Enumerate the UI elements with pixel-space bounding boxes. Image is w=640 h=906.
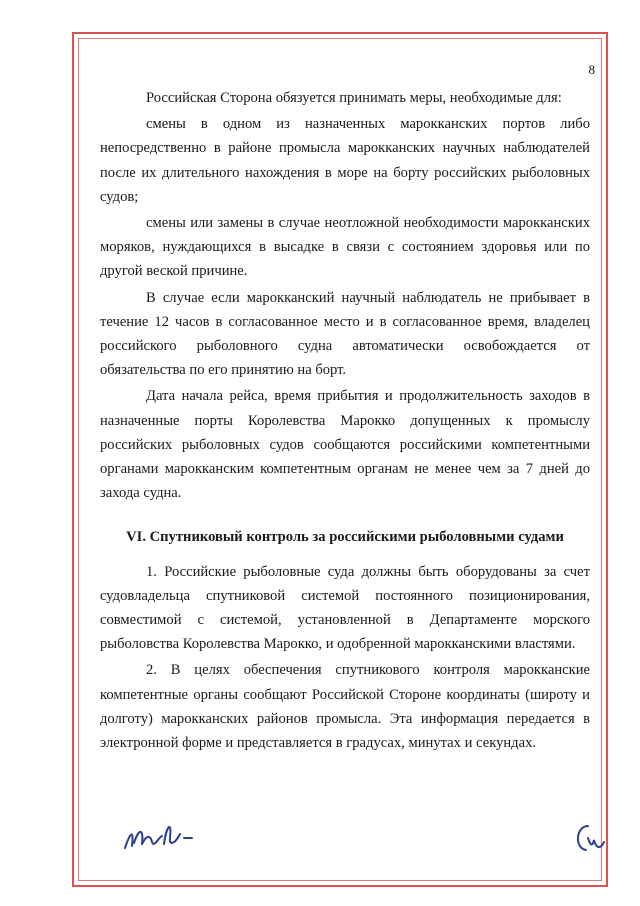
signature-left [120, 808, 210, 858]
paragraph: смены или замены в случае неотложной необходимости марокканских моряков, нуждающихся в высадке в связи с состоянием здоровья или по другой веской причине. [100, 215, 590, 280]
paragraph: 2. В целях обеспечения спутникового контроля марокканские компетентные органы сообщают Российской Стороне координаты (широту и долготу) марокканских районов промысла. Эта информация передается в электронной форме и представляется в градусах, минутах и секундах. [100, 662, 590, 752]
paragraph: Дата начала рейса, время прибытия и продолжительность заходов в назначенные порты Королевства Марокко допущенных к промыслу российских рыболовных судов сообщаются российскими компетентными органами марокканским компетентным органам не менее чем за 7 дней до захода судна. [100, 388, 590, 502]
page-number: 8 [588, 62, 595, 77]
initials-right [570, 818, 610, 858]
document-body [100, 86, 590, 757]
paragraph: 1. Российские рыболовные суда должны быть оборудованы за счет судовладельца спутниковой системой постоянного позиционирования, совместимой с системой, установленной в Департаменте морского рыболовства Королевства Марокко, и одобренной марокканскими властями. [100, 563, 590, 653]
paragraph: В случае если марокканский научный наблюдатель не прибывает в течение 12 часов в согласованное место и в согласованное время, владелец российского рыболовного судна автоматически освобождается от обязательства по его принятию на борт. [100, 289, 590, 379]
paragraph: Российская Сторона обязуется принимать меры, необходимые для: [146, 90, 562, 106]
section-heading: VI. Спутниковый контроль за российскими рыболовными судами [126, 529, 564, 546]
paragraph: смены в одном из назначенных марокканских портов либо непосредственно в районе промысла марокканских научных наблюдателей после их длительного нахождения в море на борту российских рыболовных судов; [100, 116, 590, 205]
